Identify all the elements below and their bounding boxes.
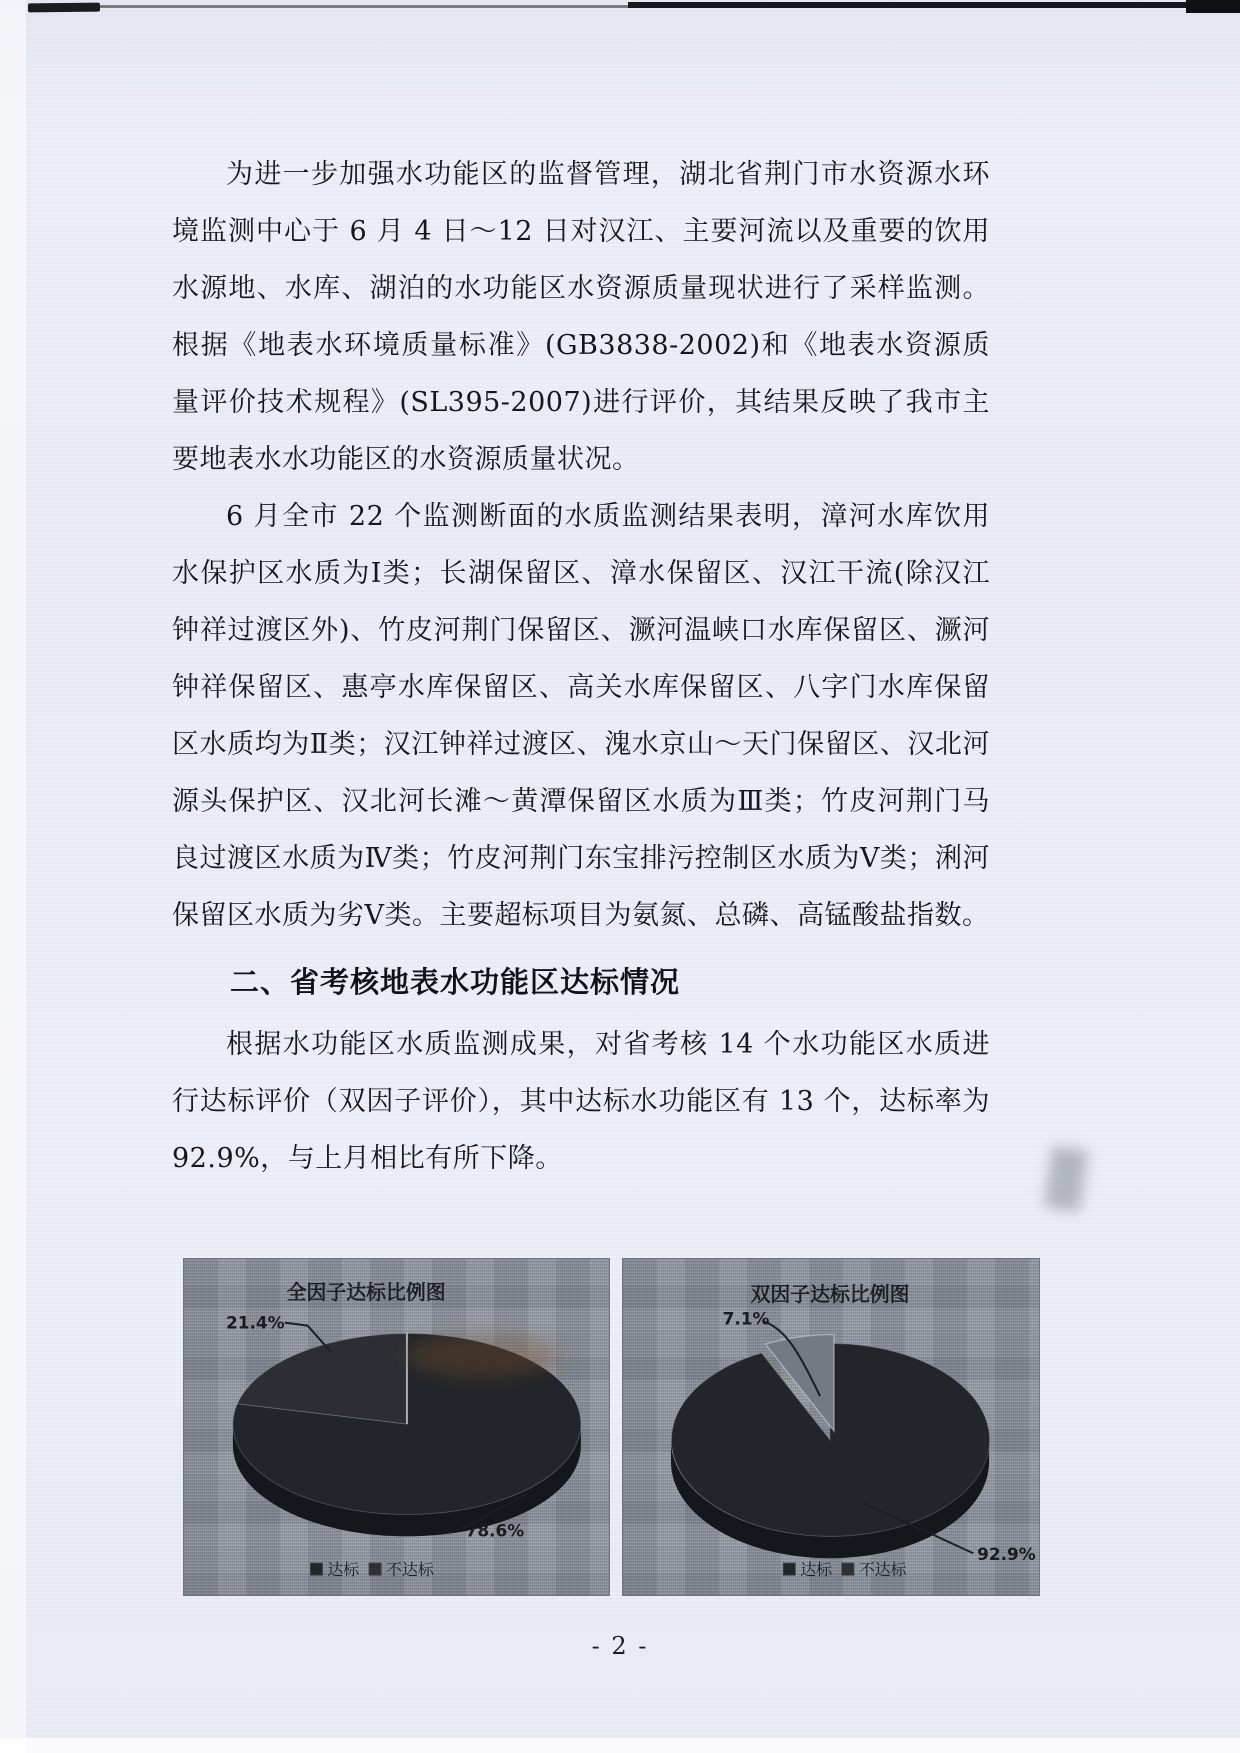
pct-label-noncompliant: 7.1% — [722, 1308, 770, 1329]
paragraph-compliance-evaluation: 根据水功能区水质监测成果，对省考核 14 个水功能区水质进行达标评价（双因子评价），其中达标水功能区有 13 个，达标率为 92.9%，与上月相比有所下降。 — [172, 1029, 990, 1174]
section-heading: 二、省考核地表水功能区达标情况 — [230, 965, 681, 999]
chart-title: 全因子达标比例图 — [286, 1280, 446, 1304]
legend-label-noncompliant: 不达标 — [386, 1560, 434, 1580]
pct-label-noncompliant: 21.4% — [226, 1312, 285, 1333]
scan-smudge-artifact — [1044, 1146, 1088, 1212]
chart-title: 双因子达标比例图 — [750, 1282, 910, 1306]
pct-label-compliant: 78.6% — [465, 1520, 525, 1541]
scan-edge-artifact — [28, 3, 100, 13]
legend-square-compliant-icon — [311, 1563, 323, 1575]
pie-chart-dual-factor — [622, 1258, 1040, 1596]
document-body — [172, 146, 990, 1187]
paragraph-section-results: 6 月全市 22 个监测断面的水质监测结果表明，漳河水库饮用水保护区水质为Ⅰ类；长湖保留区、漳水保留区、汉江干流(除汉江钟祥过渡区外)、竹皮河荆门保留区、㵐河温峡口水库保留区、㵐河钟祥保留区、惠亭水库保留区、高关水库保留区、八字门水库保留区水质均为Ⅱ类；汉江钟祥过渡区、溾水京山～天门保留区、汉北河源头保护区、汉北河长滩～黄潭保留区水质为Ⅲ类；竹皮河荆门马良过渡区水质为Ⅳ类；竹皮河荆门东宝排污控制区水质为Ⅴ类；浰河保留区水质为劣Ⅴ类。主要超标项目为氨氮、总磷、高锰酸盐指数。 — [172, 501, 990, 931]
page-number: - 2 - — [591, 1632, 649, 1660]
legend-label-compliant: 达标 — [327, 1560, 360, 1580]
pct-label-compliant: 92.9% — [977, 1544, 1036, 1565]
legend — [311, 1560, 435, 1579]
scan-edge-artifact — [1186, 0, 1240, 13]
scan-edge-artifact — [628, 2, 1190, 8]
scan-edge-artifact — [98, 5, 628, 8]
scan-bottom-margin — [0, 1738, 1240, 1753]
legend-label-noncompliant: 不达标 — [858, 1560, 907, 1580]
legend-square-noncompliant-icon — [369, 1563, 381, 1575]
pie-chart-all-factor — [183, 1258, 610, 1596]
legend-square-compliant-icon — [783, 1563, 795, 1575]
pie-chart-all-factor-svg — [184, 1259, 609, 1595]
legend — [783, 1560, 907, 1579]
paragraph-monitoring-overview: 为进一步加强水功能区的监督管理，湖北省荆门市水资源水环境监测中心于 6 月 4 日～12 日对汉江、主要河流以及重要的饮用水源地、水库、湖泊的水功能区水资源质量现状进行了采样监测。根据《地表水环境质量标准》(GB3838-2002)和《地表水资源质量评价技术规程》(SL395-2007)进行评价，其结果反映了我市主要地表水水功能区的水资源质量状况。 — [172, 159, 990, 475]
scan-left-margin — [0, 0, 26, 1753]
legend-label-compliant: 达标 — [800, 1560, 832, 1580]
legend-square-noncompliant-icon — [842, 1563, 854, 1575]
pie-chart-dual-factor-svg — [623, 1259, 1039, 1595]
scan-color-smudge — [405, 1334, 560, 1378]
